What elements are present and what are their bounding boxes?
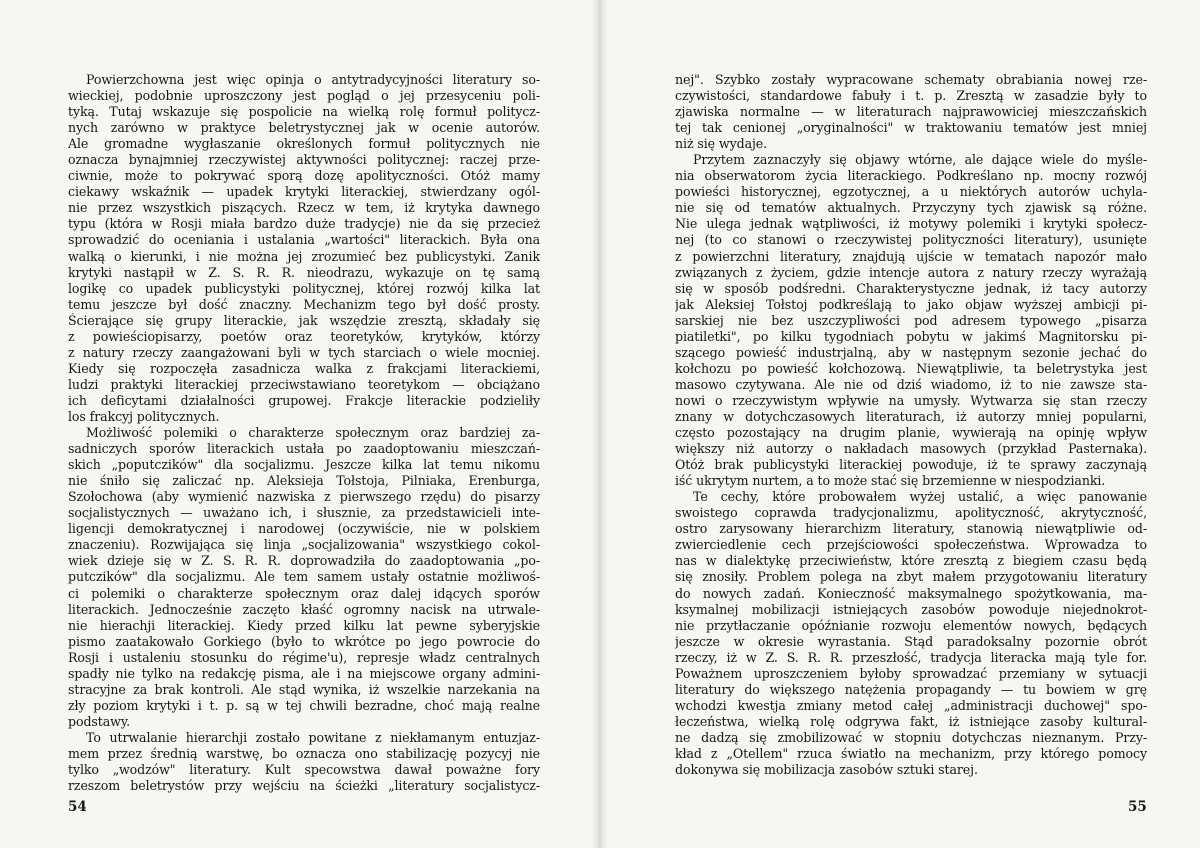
text-line: walką o kierunki, i nie można jej zrozumieć bez publicystyki. Zanik bbox=[68, 248, 540, 264]
text-line: tylko „wodzów" literatury. Kult specowstwa dawał poważne fory bbox=[68, 762, 540, 778]
text-line: nowi o rzeczywistym wpływie na umysły. Wytwarza się stan rzeczy bbox=[675, 392, 1147, 408]
text-line: dokonywa się mobilizacja zasobów sztuki starej. bbox=[675, 762, 978, 778]
text-line: nie przez wszystkich piszących. Rzecz w tem, iż krytyka dawnego bbox=[68, 200, 540, 216]
text-line: łeczeństwa, wielką rolę odgrywa fakt, iż istniejące zasoby kultural- bbox=[675, 713, 1147, 729]
text-line: z powieściopisarzy, poetów oraz teoretyków, krytyków, którzy bbox=[68, 328, 540, 344]
text-line: ciwnie, może to pokrywać sporą dozę apolityczności. Otóż mamy bbox=[68, 168, 540, 184]
text-line: jeszcze w okresie wyrastania. Stąd paradoksalny pozornie obrót bbox=[675, 633, 1147, 649]
text-line: Rosji i ustaleniu stosunku do régime'u), represje władz centralnych bbox=[68, 649, 540, 665]
text-line: z powierzchni literatury, znajdują ujście w tematach napozór mało bbox=[675, 248, 1147, 264]
text-line: większy niż autorzy o nakładach masowych (przykład Pasternaka). bbox=[675, 441, 1147, 457]
text-line: się znosiły. Problem polega na zbyt małem przygotowaniu literatury bbox=[675, 569, 1147, 585]
text-line: niż się wydaje. bbox=[675, 136, 768, 152]
text-line: Ale gromadne wygłaszanie określonych formuł politycznych nie bbox=[68, 136, 540, 152]
text-line: ich deficytami działalności grupowej. Frakcje literackie podzieliły bbox=[68, 392, 540, 408]
text-line: logikę co upadek publicystyki politycznej, której rozwój kilka lat bbox=[68, 280, 540, 296]
text-line: nie hierachji literackiej. Kiedy przed kilku lat pewne syberyjskie bbox=[68, 617, 540, 633]
text-line: Szołochowa (aby wymienić nazwiska z pierwszego rzędu) do pisarzy bbox=[68, 489, 540, 505]
text-line: się w sposób podśredni. Charakterystyczne jednak, iż tacy autorzy bbox=[675, 280, 1147, 296]
text-line: los frakcyj politycznych. bbox=[68, 408, 220, 424]
text-line: podstawy. bbox=[68, 713, 131, 729]
text-line: kład z „Otellem" rzuca światło na mechanizm, przy którego pomocy bbox=[675, 745, 1147, 761]
text-line: nie śniło się zaliczać np. Aleksieja Tołstoja, Pilniaka, Erenburga, bbox=[68, 473, 540, 489]
text-line: wiek dzieje się w Z. S. R. R. doprowadziła do zaadoptowania „po- bbox=[68, 553, 540, 569]
text-line: oznacza bynajmniej rzeczywistej aktywności politycznej: raczej prze- bbox=[68, 152, 540, 168]
text-line: nej". Szybko zostały wypracowane schematy obrabiania nowej rze- bbox=[675, 72, 1147, 87]
text-line: nie przytłaczanie opóźnianie rozwoju elementów nowych, będących bbox=[675, 617, 1147, 633]
text-line: nas w dialektykę przeciwieństw, które zresztą z biegiem czasu będą bbox=[675, 553, 1147, 569]
text-line: iść ukrytym nurtem, a to może stać się brzemienne w niespodzianki. bbox=[675, 473, 1106, 489]
text-line: ciekawy wskaźnik — upadek krytyki literackiej, stwierdzany ogól- bbox=[68, 184, 540, 200]
text-line: rzeszom beletrystów przy wejściu na ścieżki „literatury socjalistycz- bbox=[68, 778, 540, 794]
text-line: wchodzi kwestja zmiany metod całej „administracji duchowej" spo- bbox=[675, 697, 1147, 713]
text-line: nia obserwatorom życia literackiego. Podkreślano np. mocny rozwój bbox=[675, 168, 1147, 184]
text-line: tej tak cenionej „oryginalności" w traktowaniu tematów jest mniej bbox=[675, 120, 1147, 136]
text-line: Możliwość polemiki o charakterze społecznym oraz bardziej za- bbox=[86, 425, 540, 441]
text-line: spadły nie tylko na redakcję pisma, ale i na miejscowe organy admini- bbox=[68, 665, 540, 681]
text-line: nych zarówno w praktyce beletrystycznej jak w ocenie autorów. bbox=[68, 120, 540, 136]
text-line: kołchozu po powieść kołchozową. Niewątpliwie, ta beletrystyka jest bbox=[675, 360, 1147, 376]
text-line: sadniczych sporów literackich ustała po zaadoptowaniu mieszczań- bbox=[68, 441, 540, 457]
text-line: literatury do większego natężenia propagandy — tu bowiem w grę bbox=[675, 681, 1147, 697]
text-line: ligencji demokratycznej i narodowej (oczywiście, nie w polskiem bbox=[68, 521, 540, 537]
text-line: Przytem zaznaczyły się objawy wtórne, ale dające wiele do myśle- bbox=[693, 152, 1147, 168]
text-line: mem przez średnią warstwę, bo oznacza ono stabilizację pozycyj nie bbox=[68, 745, 540, 761]
text-line: Te cechy, które probowałem wyżej ustalić, a więc panowanie bbox=[693, 489, 1147, 505]
text-line: Ścierające się grupy literackie, jak wszędzie zresztą, składały się bbox=[68, 312, 540, 328]
left-page-text bbox=[68, 72, 540, 794]
text-line: socjalistycznych — uważano ich, i słusznie, za przedstawicieli inte- bbox=[68, 505, 540, 521]
text-line: często pozostający na drugim planie, wywierają na opinję wpływ bbox=[675, 425, 1147, 441]
text-line: putczików" dla socjalizmu. Ale tem samem ustały ostatnie możliwoś- bbox=[68, 569, 540, 585]
text-line: czywistości, standardowe fabuły i t. p. Zresztą w zasadzie były to bbox=[675, 88, 1147, 104]
text-line: zwierciedlenie cech przejściowości społeczeństwa. Wprowadza to bbox=[675, 537, 1147, 553]
text-line: z natury rzeczy zaangażowani byli w tych starciach o wiele mocniej. bbox=[68, 344, 540, 360]
text-line: rzeczy, iż w Z. S. R. R. przeszłość, tradycja literacka mają tyle for. bbox=[675, 649, 1147, 665]
text-line: nej (to co stanowi o rzeczywistej polityczności literatury), usunięte bbox=[675, 232, 1147, 248]
left-page-number: 54 bbox=[68, 799, 87, 815]
text-line: ksymalnej mobilizacji istniejących zasobów powoduje niejednokrot- bbox=[675, 601, 1147, 617]
text-line: skich „poputczików" dla socjalizmu. Jeszcze kilka lat temu nikomu bbox=[68, 457, 540, 473]
text-line: pismo zaatakowało Gorkiego (było to wkrótce po jego powrocie do bbox=[68, 633, 540, 649]
text-line: związanych z życiem, gdzie intencje autora z natury rzeczy wyrażają bbox=[675, 264, 1147, 280]
text-line: wieckiej, podobnie uproszczony jest pogląd o jej przesyceniu poli- bbox=[68, 88, 540, 104]
right-page bbox=[600, 0, 1200, 848]
text-line: masowo czytywana. Ale nie od dziś wiadomo, iż to nie zawsze sta- bbox=[675, 376, 1147, 392]
text-line: temu jeszcze był dość znaczny. Mechanizm tego był dość prosty. bbox=[68, 296, 540, 312]
text-line: Nie ulega jednak wątpliwości, iż motywy polemiki i krytyki społecz- bbox=[675, 216, 1147, 232]
text-line: stracyjne za brak kontroli. Ale stąd wynika, iż wszelkie narzekania na bbox=[68, 681, 540, 697]
text-line: ludzi praktyki literackiej przeciwstawiano teoretykom — obciążano bbox=[68, 376, 540, 392]
text-line: jak Aleksiej Tołstoj podkreślają to jako objaw wyższej ambicji pi- bbox=[675, 296, 1147, 312]
text-line: znany w dotychczasowych literaturach, iż autorzy mniej popularni, bbox=[675, 408, 1147, 424]
text-line: krytyki nastąpił w Z. S. R. R. nieodrazu, wykazuje on tę samą bbox=[68, 264, 540, 280]
text-line: zjawiska normalne — w literaturach najprawowiciej mieszczańskich bbox=[675, 104, 1147, 120]
text-line: do nowych zadań. Konieczność maksymalnego spożytkowania, ma- bbox=[675, 585, 1147, 601]
right-page-text bbox=[675, 72, 1147, 778]
text-line: ostro zarysowany hierarchizm literatury, stanowią niewątpliwie od- bbox=[675, 521, 1147, 537]
text-line: sarskiej nie bez uszczypliwości pod adresem typowego „pisarza bbox=[675, 312, 1147, 328]
text-line: ne dadzą się zmobilizować w stopniu dotychczas nieznanym. Przy- bbox=[675, 729, 1147, 745]
book-gutter bbox=[592, 0, 608, 848]
text-line: zły poziom krytyki i t. p. są w tej chwili bezradne, choć mają realne bbox=[68, 697, 540, 713]
text-line: tyką. Tutaj wskazuje się pospolicie na wielką rolę formuł politycz- bbox=[68, 104, 540, 120]
text-line: powieści historycznej, egzotycznej, a u niektórych autorów uchyla- bbox=[675, 184, 1147, 200]
text-line: ci polemiki o charakterze społecznym oraz dalej idących sporów bbox=[68, 585, 540, 601]
text-line: piatiletki", po kilku tygodniach pobytu w jakimś Magnitorsku pi- bbox=[675, 328, 1147, 344]
text-line: To utrwalanie hierarchji zostało powitane z niekłamanym entuzjaz- bbox=[86, 729, 540, 745]
text-line: Otóż brak publicystyki literackiej powoduje, iż te sprawy zaczynają bbox=[675, 457, 1147, 473]
text-line: typu (która w Rosji miała bardzo duże tradycje) nie da się przecież bbox=[68, 216, 540, 232]
text-line: literackich. Jednocześnie zaczęto kłaść ogromny nacisk na utrwale- bbox=[68, 601, 540, 617]
right-page-number: 55 bbox=[1128, 799, 1147, 815]
text-line: Kiedy się rozpoczęła zasadnicza walka z frakcjami literackiemi, bbox=[68, 360, 540, 376]
text-line: swoistego coprawda tradycjonalizmu, apolityczność, akrytyczność, bbox=[675, 505, 1147, 521]
text-line: Powierzchowna jest więc opinja o antytradycyjności literatury so- bbox=[86, 72, 540, 87]
text-line: szącego powieść industrjalną, aby w następnym sezonie jechać do bbox=[675, 344, 1147, 360]
text-line: sprowadzić do oceniania i ustalania „wartości" literackich. Była ona bbox=[68, 232, 540, 248]
text-line: znaczeniu). Rozwijająca się linja „socjalizowania" wszystkiego cokol- bbox=[68, 537, 540, 553]
text-line: nie się od tematów aktualnych. Przyczyny tych zjawisk są różne. bbox=[675, 200, 1147, 216]
text-line: Poważnem uproszczeniem byłoby sprowadzać przemiany w sytuacji bbox=[675, 665, 1147, 681]
